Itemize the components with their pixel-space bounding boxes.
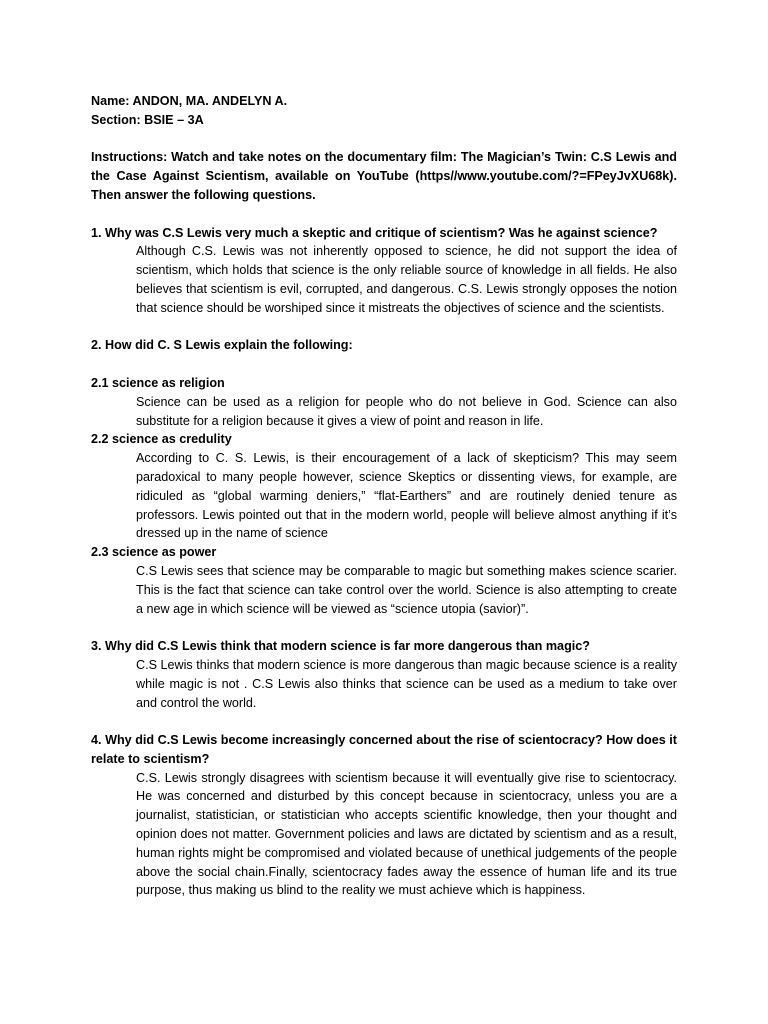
spacer bbox=[91, 205, 677, 224]
subquestion-2-3: 2.3 science as power bbox=[91, 545, 217, 560]
question-2: 2. How did C. S Lewis explain the following: bbox=[91, 338, 353, 353]
spacer bbox=[91, 618, 677, 637]
student-name: Name: ANDON, MA. ANDELYN A. bbox=[91, 94, 288, 108]
document-body bbox=[91, 92, 677, 900]
student-section: Section: BSIE – 3A bbox=[91, 112, 204, 127]
spacer bbox=[91, 355, 677, 374]
subquestion-2-2: 2.2 science as credulity bbox=[91, 432, 232, 447]
spacer bbox=[91, 318, 677, 337]
spacer bbox=[91, 130, 677, 149]
answer-2-3: C.S Lewis sees that science may be comparable to magic but something makes science scarier. This is the fact that science can take control over the world. Science is also attempting to create a new age in which science will be viewed as “science utopia (savior)”. bbox=[136, 563, 677, 616]
answer-1: Although C.S. Lewis was not inherently opposed to science, he did not support the idea of scientism, which holds that science is the only reliable source of knowledge in all fields. He also believes that scientism is evil, corrupted, and dangerous. C.S. Lewis strongly opposes the notion that science should be worshiped since it mistreats the objectives of science and the scientists. bbox=[136, 244, 677, 315]
answer-3: C.S Lewis thinks that modern science is more dangerous than magic because science is a reality while magic is not . C.S Lewis also thinks that science can be used as a medium to take over and control the world. bbox=[136, 657, 677, 710]
question-1: 1. Why was C.S Lewis very much a skeptic and critique of scientism? Was he against science? bbox=[91, 225, 658, 240]
answer-2-1: Science can be used as a religion for people who do not believe in God. Science can also substitute for a religion because it gives a view of point and reason in life. bbox=[136, 394, 677, 428]
instructions: Instructions: Watch and take notes on the documentary film: The Magician’s Twin: C.S Lewis and the Case Against Scientism, available on YouTube (https//www.youtube.com/?=FPeyJvXU68k). Then answer the following questions. bbox=[91, 150, 677, 202]
answer-2-2: According to C. S. Lewis, is their encouragement of a lack of skepticism? This may seem paradoxical to many people however, science Skeptics or dissenting views, for example, are ridiculed as “global warming deniers,” “flat-Earthers” and are routinely denied tenure as professors. Lewis pointed out that in the modern world, people will believe almost anything if it’s dressed up in the name of science bbox=[136, 451, 677, 541]
spacer bbox=[91, 712, 677, 731]
question-3: 3. Why did C.S Lewis think that modern science is far more dangerous than magic? bbox=[91, 639, 590, 654]
answer-4: C.S. Lewis strongly disagrees with scientism because it will eventually give rise to scientocracy. He was concerned and disturbed by this concept because in scientocracy, unless you are a journalist, statistician, or statistician who accepts scientific knowledge, then your thought and opinion does not matter. Government policies and laws are dictated by scientism and as a result, human rights might be compromised and violated because of unethical judgements of the people above the social chain.Finally, scientocracy fades away the essence of human life and its true purpose, thus making us blind to the reality we must achieve which is happiness. bbox=[136, 770, 677, 898]
subquestion-2-1: 2.1 science as religion bbox=[91, 375, 225, 390]
question-4: 4. Why did C.S Lewis become increasingly concerned about the rise of scientocracy? How does it relate to scientism? bbox=[91, 733, 677, 766]
